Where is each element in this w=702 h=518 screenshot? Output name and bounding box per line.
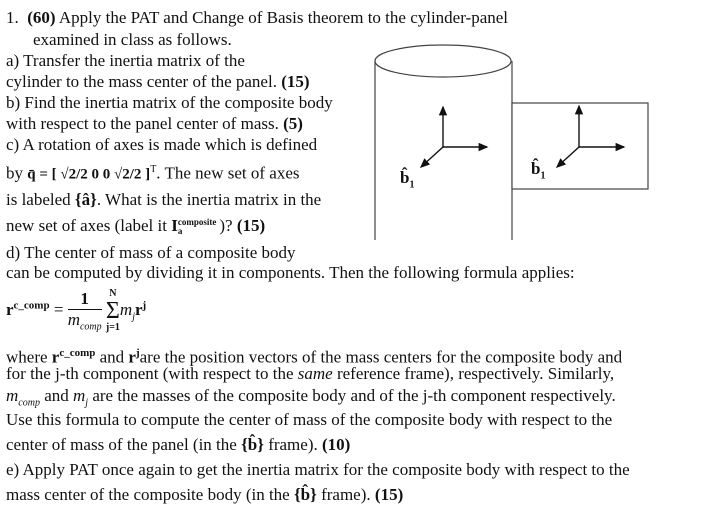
part-c-line1: c) A rotation of axes is made which is defined: [6, 135, 318, 154]
panel-axis-label: $b̂_1$: [531, 159, 546, 182]
where-line5: center of mass of the panel (in the {b̂} frame). (10): [6, 435, 351, 454]
part-b-line1: b) Find the inertia matrix of the composite body: [6, 93, 333, 112]
cylinder-axes: [421, 107, 487, 167]
cylinder-axis-label: $b̂_1$: [400, 168, 415, 191]
part-a-line2: cylinder to the mass center of the panel. (15): [6, 72, 310, 91]
part-d-line1: d) The center of mass of a composite body: [6, 243, 296, 262]
where-line4: Use this formula to compute the center of mass of the composite body with respect to the: [6, 410, 613, 429]
where-line3: $m_{comp}$ and $m_j$ are the masses of the composite body and of the j-th component respectively.: [6, 386, 616, 409]
part-a-line1: a) Transfer the inertia matrix of the: [6, 51, 245, 70]
center-of-mass-formula: $r^{c\_comp}$ = $\frac{1}{m_{comp}}$ N Σ j=1 $m_jr^j$: [6, 288, 147, 333]
part-e-line2: mass center of the composite body (in the {b̂} frame). (15): [6, 485, 404, 504]
where-line2: for the j-th component (with respect to the same reference frame), respectively. Similarly,: [6, 364, 615, 383]
part-e-line1: e) Apply PAT once again to get the inertia matrix for the composite body with respect to the: [6, 460, 630, 479]
problem-header: 1. (60) Apply the PAT and Change of Basis theorem to the cylinder-panel: [6, 8, 509, 27]
where-line1: where $r^{c\_comp}$ and $r^jare$ the position vectors of the mass centers for the composite body and: [6, 347, 623, 367]
part-c-line3: is labeled {â}. What is the inertia matrix in the: [6, 190, 322, 209]
intro-line2: examined in class as follows.: [33, 30, 232, 49]
part-c-line4: new set of axes (label it I composite a )? (15): [6, 216, 266, 237]
part-b-line2: with respect to the panel center of mass. (5): [6, 114, 303, 133]
part-d-line2: can be computed by dividing it in components. Then the following formula applies:: [6, 263, 575, 282]
part-c-quaternion-line: by q̄ = [ √2/2 0 0 √2/2 ]$^T$. The new set of axes: [6, 163, 300, 183]
